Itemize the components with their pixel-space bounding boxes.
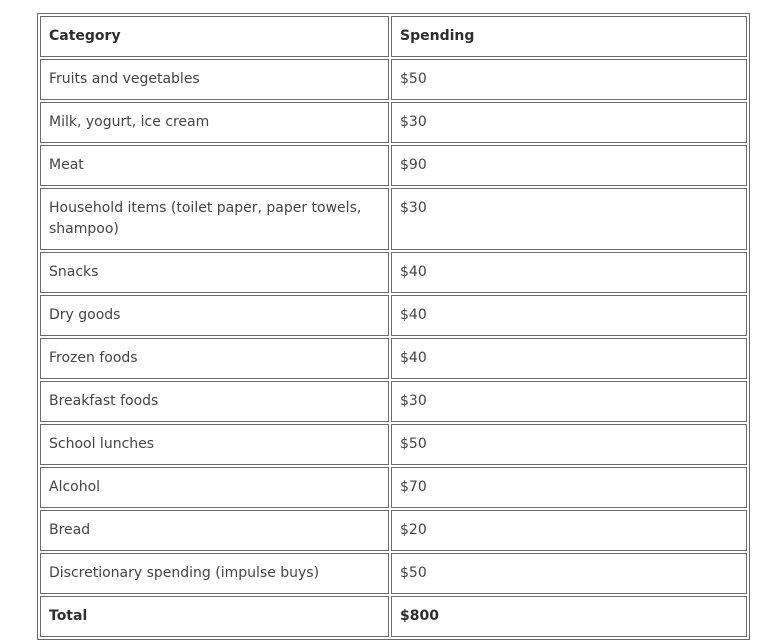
cell-category: Alcohol (40, 467, 389, 508)
table-row (40, 338, 747, 379)
table-row (40, 553, 747, 594)
table-row (40, 424, 747, 465)
table-row (40, 252, 747, 293)
table-row (40, 59, 747, 100)
total-label: Total (40, 596, 389, 637)
table-row (40, 381, 747, 422)
table-header-row (40, 16, 747, 57)
cell-category: Snacks (40, 252, 389, 293)
table-row (40, 145, 747, 186)
cell-category: Milk, yogurt, ice cream (40, 102, 389, 143)
cell-category: Dry goods (40, 295, 389, 336)
cell-spending: $30 (391, 188, 747, 250)
cell-spending: $50 (391, 553, 747, 594)
header-category: Category (40, 16, 389, 57)
spending-table (37, 13, 750, 640)
cell-spending: $50 (391, 424, 747, 465)
cell-spending: $70 (391, 467, 747, 508)
cell-spending: $40 (391, 338, 747, 379)
cell-category: Meat (40, 145, 389, 186)
table-row (40, 467, 747, 508)
cell-category: Household items (toilet paper, paper towels, shampoo) (40, 188, 389, 250)
cell-spending: $50 (391, 59, 747, 100)
table-row (40, 510, 747, 551)
cell-spending: $40 (391, 295, 747, 336)
cell-category: Fruits and vegetables (40, 59, 389, 100)
table-row (40, 295, 747, 336)
header-spending: Spending (391, 16, 747, 57)
cell-spending: $90 (391, 145, 747, 186)
cell-category: Discretionary spending (impulse buys) (40, 553, 389, 594)
table-row (40, 188, 747, 250)
cell-category: Breakfast foods (40, 381, 389, 422)
cell-spending: $20 (391, 510, 747, 551)
cell-category: Frozen foods (40, 338, 389, 379)
total-row (40, 596, 747, 637)
cell-category: Bread (40, 510, 389, 551)
cell-spending: $30 (391, 102, 747, 143)
table-row (40, 102, 747, 143)
cell-spending: $40 (391, 252, 747, 293)
total-value: $800 (391, 596, 747, 637)
cell-category: School lunches (40, 424, 389, 465)
cell-spending: $30 (391, 381, 747, 422)
table-container (37, 13, 750, 640)
